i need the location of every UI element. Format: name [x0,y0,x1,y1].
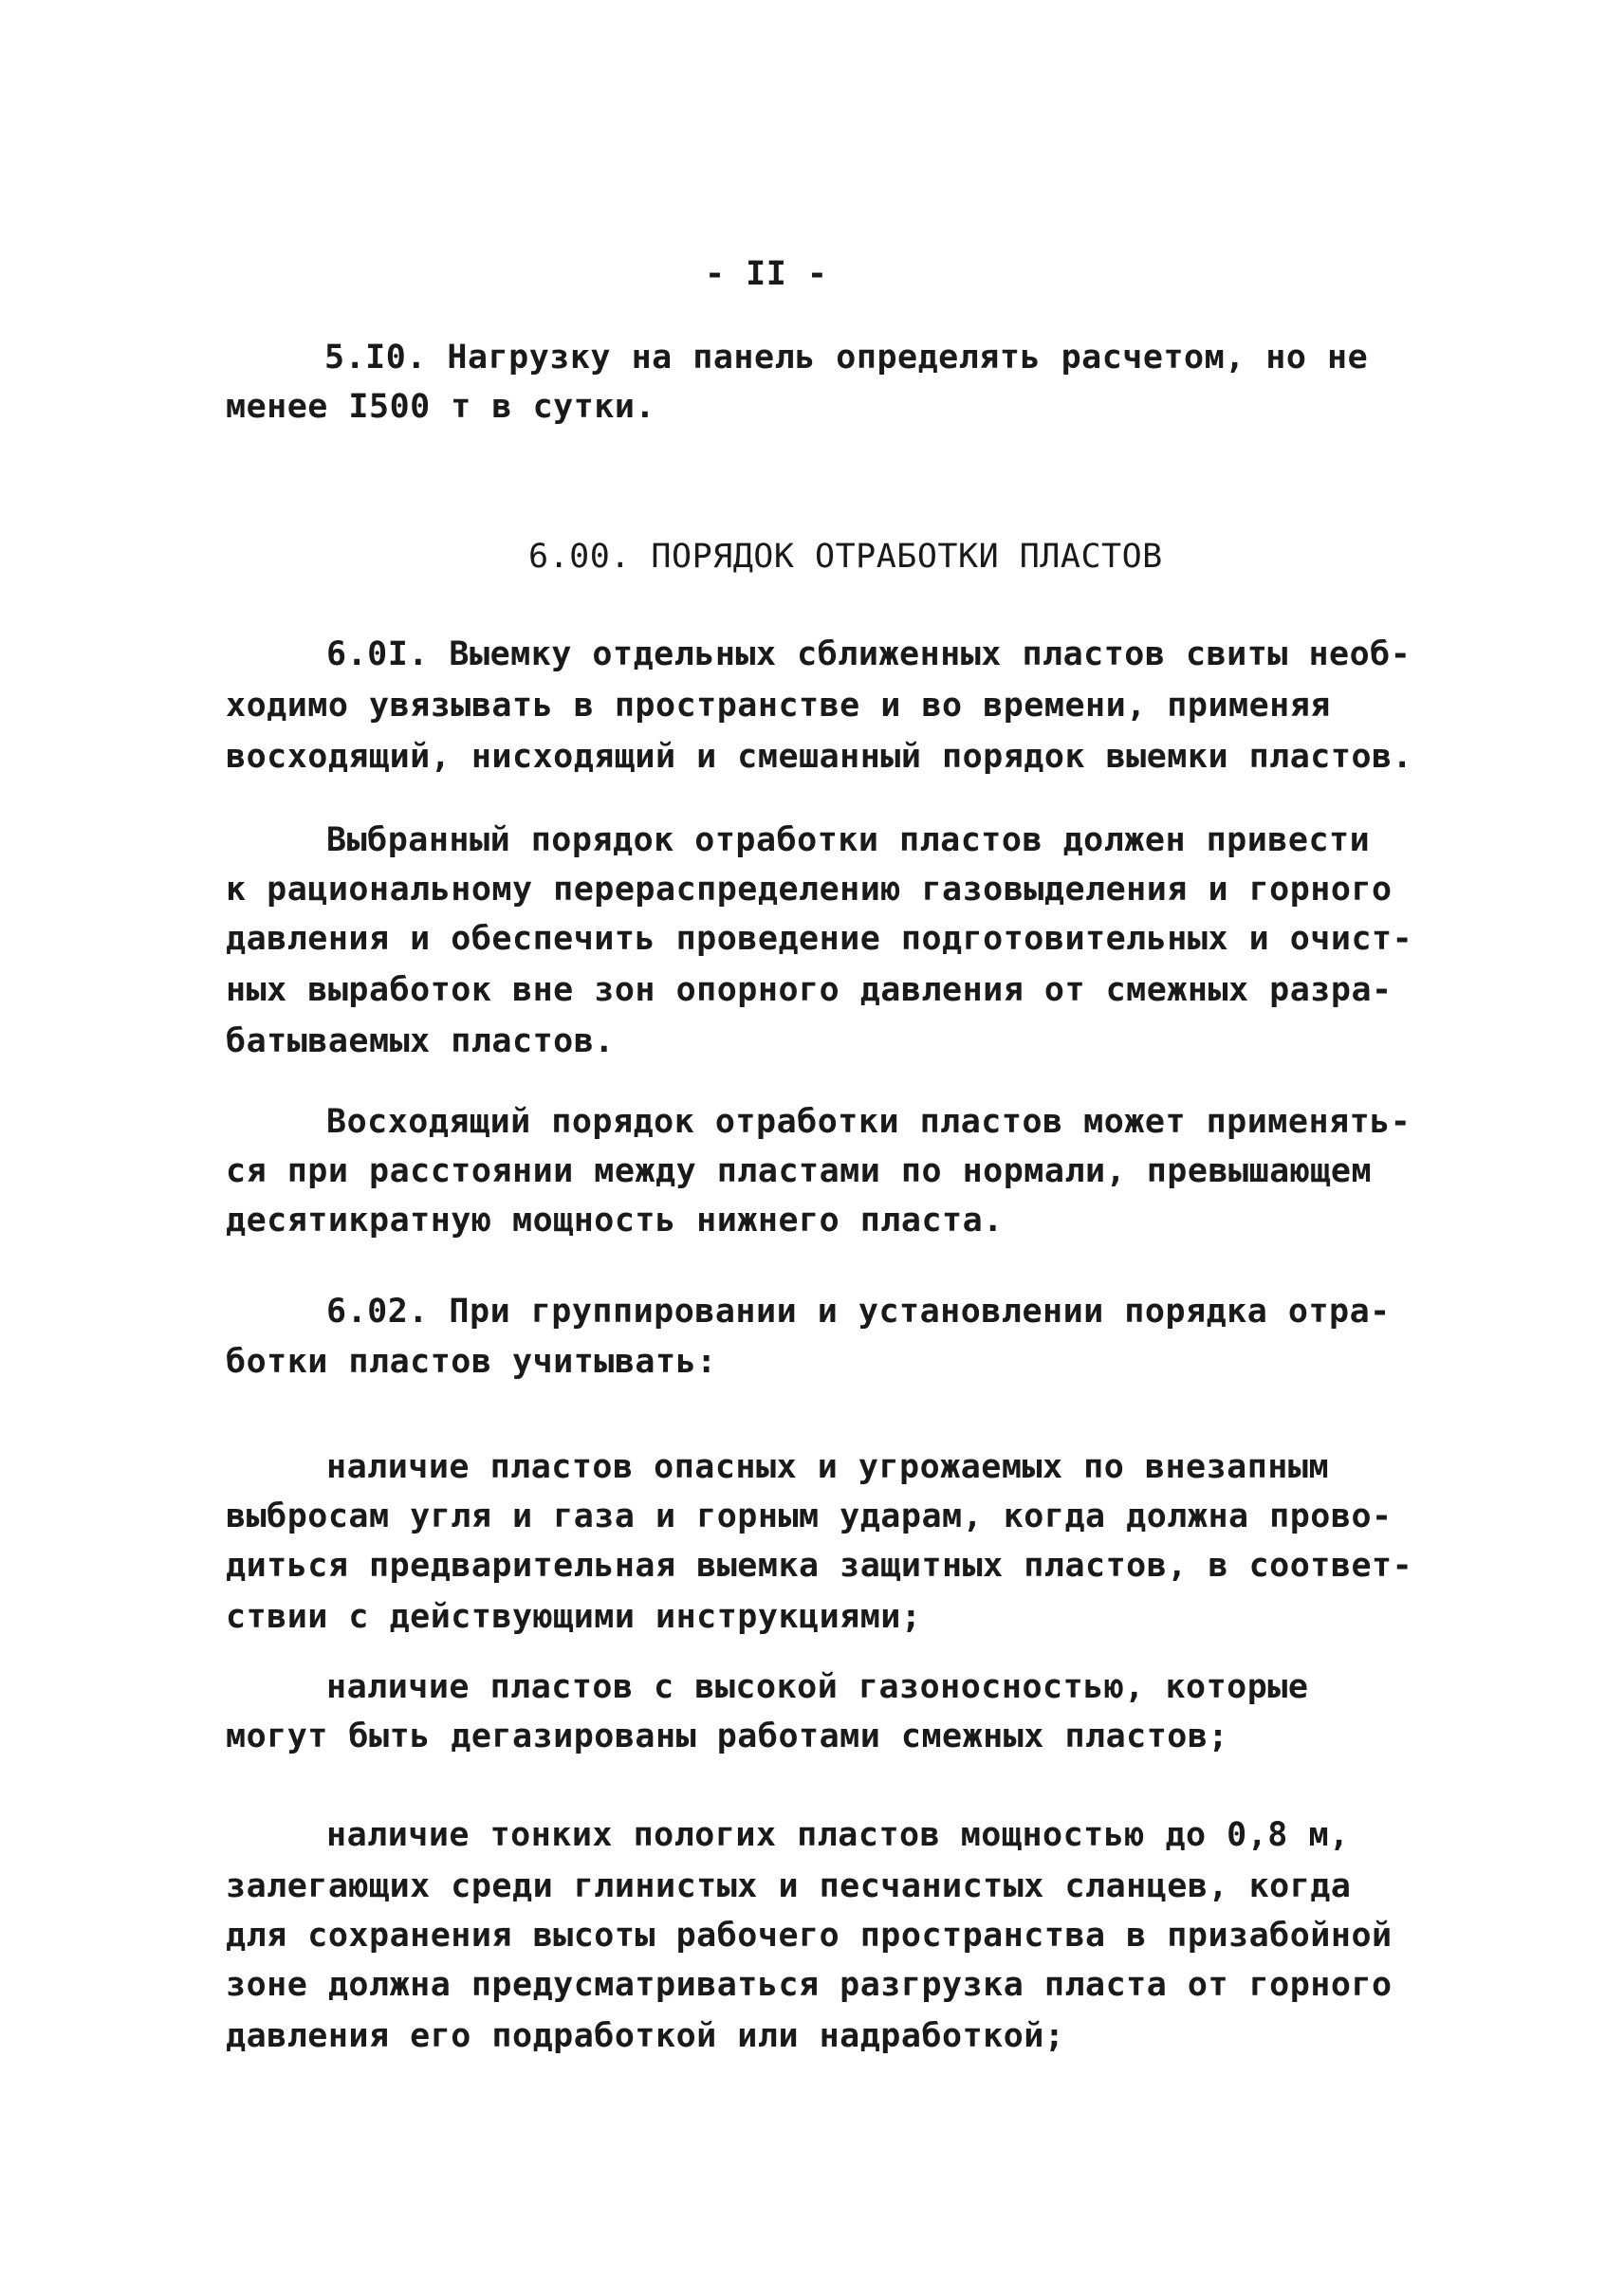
text-line: выбросам угля и газа и горным ударам, когда должна прово- [226,1497,1393,1535]
text-line: давления и обеспечить проведение подготовительных и очист- [226,920,1413,958]
text-line: наличие пластов с высокой газоносностью, которые [326,1668,1309,1706]
text-line: могут быть дегазированы работами смежных пластов; [226,1717,1229,1755]
text-line: 6.02. При группировании и установлении порядка отра- [326,1293,1391,1331]
text-line: восходящий, нисходящий и смешанный порядок выемки пластов. [226,738,1413,776]
text-line: 6.0I. Выемку отдельных сближенных пластов свиты необ- [326,635,1412,673]
text-line: ствии с действующими инструкциями; [226,1598,922,1636]
text-line: менее I500 т в сутки. [226,388,656,426]
text-line: давления его подработкой или надработкой; [226,2017,1065,2055]
text-line: ных выработок вне зон опорного давления от смежных разра- [226,971,1393,1009]
text-line: наличие тонких пологих пластов мощностью до 0,8 м, [326,1816,1350,1854]
text-line: к рациональному перераспределению газовыделения и горного [226,871,1393,909]
text-line: для сохранения высоты рабочего пространства в призабойной [226,1917,1393,1955]
text-line: ся при расстоянии между пластами по нормали, превышающем [226,1152,1373,1190]
text-line: Восходящий порядок отработки пластов может применять- [326,1103,1412,1141]
text-line: наличие пластов опасных и угрожаемых по внезапным [326,1448,1330,1486]
text-line: ботки пластов учитывать: [226,1343,717,1381]
section-heading: 6.00. ПОРЯДОК ОТРАБОТКИ ПЛАСТОВ [528,538,1163,576]
text-line: 5.I0. Нагрузку на панель определять расчетом, но не [324,339,1369,377]
text-line: десятикратную мощность нижнего пласта. [226,1202,1004,1240]
text-line: Выбранный порядок отработки пластов должен привести [326,821,1371,859]
text-line: батываемых пластов. [226,1022,615,1060]
text-line: зоне должна предусматриваться разгрузка пласта от горного [226,1966,1393,2004]
text-line: диться предварительная выемка защитных пластов, в соответ- [226,1547,1413,1585]
text-line: залегающих среди глинистых и песчанистых сланцев, когда [226,1867,1352,1905]
page-number: - II - [705,255,828,293]
text-line: ходимо увязывать в пространстве и во времени, применяя [226,687,1331,725]
